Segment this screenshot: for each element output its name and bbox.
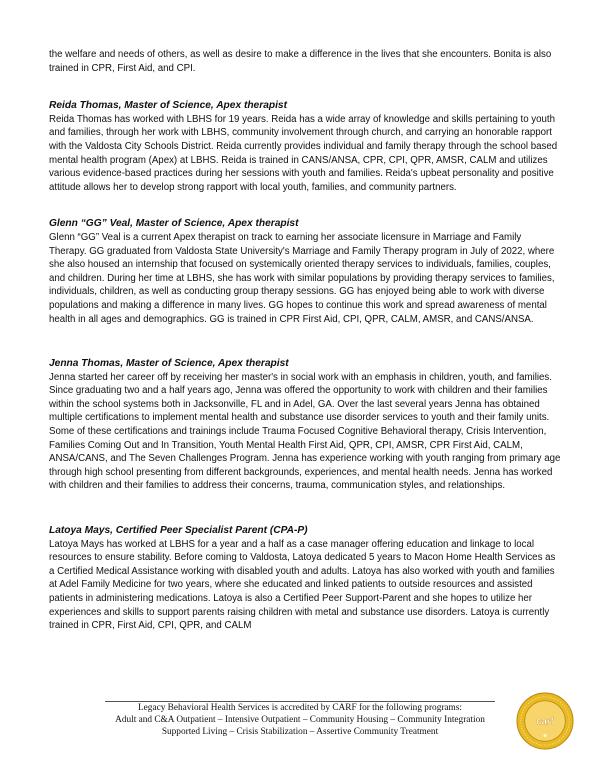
bio-body: Jenna started her career off by receiving her master's in social work with an emphasis in children, youth, and families. Since graduating two and a half years ago, Jenna was offered the opportunity to work with children and their families within the school systems both in Jacksonville, FL and in Adel, GA. Over the last several years Jenna has obtained multiple certifications to implement mental health and substance use disorder services to youth and their family units. Some of these certifications and trainings include Trauma Focused Cognitive Behavioral therapy, Crisis Intervention, Families Coming Out and In Transition, Youth Mental Health First Aid, QPR, CPI, AMSR, CPR First Aid, CALM, ANSA/CANS, and The Seven Challenges Program. Jenna has experience working with youth ranging from primary age through high school presenting from different backgrounds, experiences, and mental health needs. Jenna has worked with children and their families to address their concerns, trauma, communication styles, and relationships. (49, 371, 561, 492)
bio-body: Reida Thomas has worked with LBHS for 19 years. Reida has a wide array of knowledge and skills pertaining to youth and families, through her work with LBHS, community involvement through church, and carrying an honorable rapport with the Valdosta City Schools District. Reida currently provides individual and family therapy through the school based mental health program (Apex) at LBHS. Reida is trained in CANS/ANSA, CPR, CPI, QPR, AMSR, CALM and utilizes various evidence-based practices during her sessions with youth and families. Reida's upbeat personality and positive attitude allows her to develop strong rapport with local youth, families, and community partners. (49, 113, 558, 193)
bio-heading: Latoya Mays, Certified Peer Specialist Parent (CPA-P) (49, 525, 308, 537)
carf-accreditation-seal-icon (516, 692, 574, 750)
bio-heading: Glenn “GG” Veal, Master of Science, Apex therapist (49, 218, 299, 230)
seal-logo-text: carf (536, 716, 554, 728)
bio-latoya-mays (49, 524, 561, 633)
footer-line: Legacy Behavioral Health Services is accredited by CARF for the following programs: (137, 703, 462, 713)
bio-heading: Reida Thomas, Master of Science, Apex therapist (49, 100, 287, 112)
bio-glenn-veal (49, 217, 561, 326)
bio-body: Glenn “GG” Veal is a current Apex therapist on track to earning her associate licensure in Marriage and Family Therapy. GG graduated from Valdosta State University's Marriage and Family Therapy program in July of 2022, where she also housed an internship that focused on systemically oriented therapy services to individuals, families, couples, and children. During her time at LBHS, she has work with similar populations by providing therapy services to families, individuals, children, as well as conducting group therapy sessions. GG has enjoyed being able to work with diverse populations and making a difference in many lives. GG hopes to continue this work and spread awareness of mental health in all ages and demographics. GG is trained in CPR First Aid, CPI, QPR, CALM, AMSR, and CANS/ANSA. (49, 231, 555, 325)
document-body (49, 48, 561, 656)
bio-heading: Jenna Thomas, Master of Science, Apex therapist (49, 358, 289, 370)
intro-paragraph: the welfare and needs of others, as well as desire to make a difference in the lives that she encounters. Bonita is also trained in CPR, First Aid, and CPI. (49, 49, 552, 74)
accreditation-footer (100, 702, 500, 738)
bio-body: Latoya Mays has worked at LBHS for a year and a half as a case manager offering education and linkage to local resources to ensure stability. Before coming to Valdosta, Latoya dedicated 5 years to Macon Home Health Services as a Certified Medical Assistance working with disabled youth and adults. Latoya has also worked with youth and families at Adel Family Medicine for two years, where she educated and linked patients to outside resources and assisted patients in administering medications. Latoya is also a Certified Peer Support-Parent and she hopes to utilize her experiences and skills to support parents raising children with metal and substance use disorders. Latoya is currently trained in CPR, First Aid, CPI, QPR, and CALM (49, 538, 556, 632)
bio-jenna-thomas (49, 357, 561, 493)
footer-line: Supported Living – Crisis Stabilization – Assertive Community Treatment (161, 727, 439, 737)
footer-line: Adult and C&A Outpatient – Intensive Outpatient – Community Housing – Community Integration (115, 715, 485, 725)
seal-star (543, 734, 546, 737)
bio-reida-thomas (49, 99, 561, 194)
